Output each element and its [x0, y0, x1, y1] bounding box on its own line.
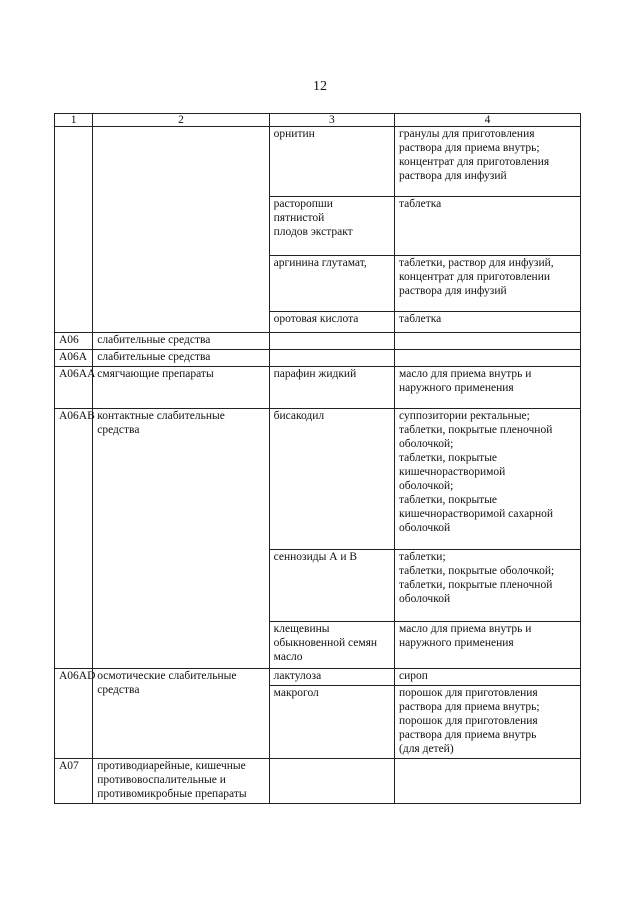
- dosage-form-cell: порошок для приготовления раствора для приема внутрь; порошок для приготовления раствора для приема внутрь (для детей): [395, 686, 581, 759]
- atc-code-cell: А06АА: [55, 367, 93, 409]
- page-number: 12: [313, 79, 327, 94]
- dosage-form-cell: масло для приема внутрь и наружного применения: [395, 367, 581, 409]
- header-cell: 4: [395, 114, 581, 127]
- header-cell: 1: [55, 114, 93, 127]
- drug-name-cell: оротовая кислота: [269, 312, 394, 333]
- dosage-form-cell: [395, 333, 581, 350]
- table-row: [55, 127, 581, 197]
- header-cell: 3: [269, 114, 394, 127]
- drug-name-cell: расторопши пятнистой плодов экстракт: [269, 197, 394, 256]
- dosage-form-cell: таблетка: [395, 197, 581, 256]
- drug-name-cell: орнитин: [269, 127, 394, 197]
- table-row: [55, 669, 581, 686]
- dosage-form-cell: [395, 350, 581, 367]
- atc-code-cell: А06АD: [55, 669, 93, 759]
- dosage-form-cell: суппозитории ректальные; таблетки, покрытые пленочной оболочкой; таблетки, покрытые кишечнорастворимой оболочкой; таблетки, покрытые кишечнорастворимой сахарной оболочкой: [395, 409, 581, 550]
- drug-name-cell: [269, 333, 394, 350]
- drug-name-cell: [269, 350, 394, 367]
- group-cell: [93, 127, 269, 333]
- atc-code-cell: А07: [55, 759, 93, 804]
- table-row: [55, 367, 581, 409]
- atc-code-cell: А06: [55, 333, 93, 350]
- group-cell: контактные слабительные средства: [93, 409, 269, 669]
- group-cell: слабительные средства: [93, 350, 269, 367]
- table-row: [55, 350, 581, 367]
- drug-table: [54, 113, 581, 804]
- drug-name-cell: сеннозиды А и В: [269, 550, 394, 622]
- group-cell: слабительные средства: [93, 333, 269, 350]
- atc-code-cell: А06АВ: [55, 409, 93, 669]
- header-row: [55, 114, 581, 127]
- dosage-form-cell: масло для приема внутрь и наружного применения: [395, 622, 581, 669]
- drug-name-cell: клещевины обыкновенной семян масло: [269, 622, 394, 669]
- drug-name-cell: парафин жидкий: [269, 367, 394, 409]
- table-row: [55, 333, 581, 350]
- drug-name-cell: лактулоза: [269, 669, 394, 686]
- drug-name-cell: [269, 759, 394, 804]
- drug-name-cell: бисакодил: [269, 409, 394, 550]
- dosage-form-cell: [395, 759, 581, 804]
- dosage-form-cell: сироп: [395, 669, 581, 686]
- dosage-form-cell: таблетки, раствор для инфузий, концентрат для приготовлении раствора для инфузий: [395, 256, 581, 312]
- header-cell: 2: [93, 114, 269, 127]
- group-cell: противодиарейные, кишечные противовоспалительные и противомикробные препараты: [93, 759, 269, 804]
- table-row: [55, 759, 581, 804]
- drug-name-cell: макрогол: [269, 686, 394, 759]
- dosage-form-cell: гранулы для приготовления раствора для приема внутрь; концентрат для приготовления раствора для инфузий: [395, 127, 581, 197]
- drug-name-cell: аргинина глутамат,: [269, 256, 394, 312]
- dosage-form-cell: таблетка: [395, 312, 581, 333]
- atc-code-cell: А06А: [55, 350, 93, 367]
- table-row: [55, 409, 581, 550]
- group-cell: осмотические слабительные средства: [93, 669, 269, 759]
- atc-code-cell: [55, 127, 93, 333]
- dosage-form-cell: таблетки; таблетки, покрытые оболочкой; таблетки, покрытые пленочной оболочкой: [395, 550, 581, 622]
- group-cell: смягчающие препараты: [93, 367, 269, 409]
